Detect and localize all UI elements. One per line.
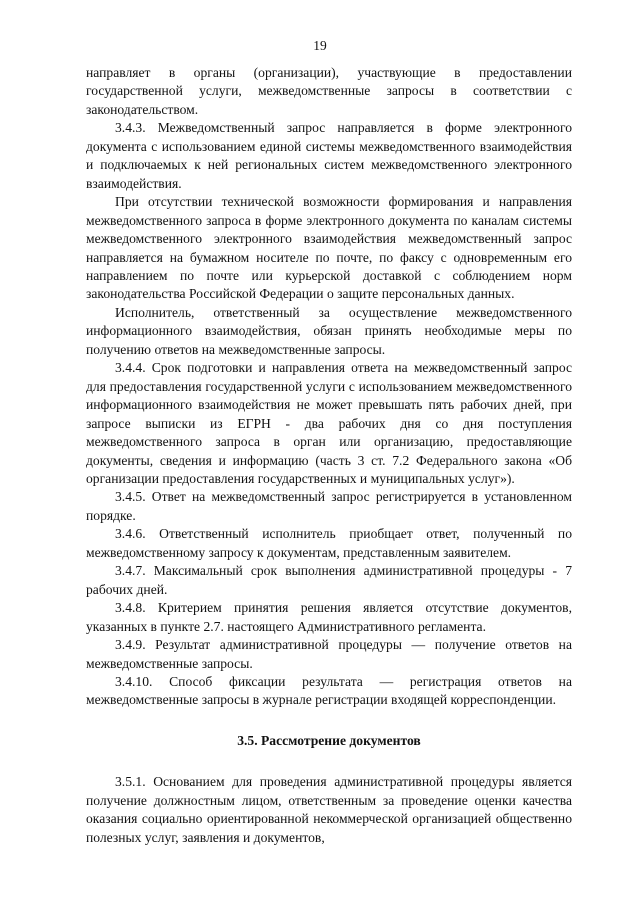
paragraph-3-5-1: 3.5.1. Основанием для проведения административной процедуры является получение должностным лицом, ответственным за проведение оценки качества оказания социально ориентированной некоммерческой организацией общественно полезных услуг, заявления и документов,	[86, 774, 572, 845]
paragraph-no-technical-capability: При отсутствии технической возможности формирования и направления межведомственного запроса в форме электронного документа по каналам системы межведомственного электронного взаимодействия межведомственный запрос направляется на бумажном носителе по почте, по факсу с одновременным его направлением по почте или курьерской доставкой с соблюдением норм законодательства Российской Федерации о защите персональных данных.	[86, 194, 572, 302]
paragraph-3-4-4: 3.4.4. Срок подготовки и направления ответа на межведомственный запрос для предоставления государственной услуги с использованием межведомственного информационного взаимодействия не может превышать пять рабочих дней, при запросе выписки из ЕГРН - два рабочих дня со дня поступления межведомственного запроса в орган или организацию, предоставляющие документы, сведения и информацию (часть 3 ст. 7.2 Федерального закона «Об организации предоставления государственных и муниципальных услуг»).	[86, 360, 572, 486]
paragraph-3-4-9: 3.4.9. Результат административной процедуры — получение ответов на межведомственные запросы.	[86, 637, 572, 671]
page-number: 19	[313, 38, 327, 53]
paragraph-3-4-3: 3.4.3. Межведомственный запрос направляется в форме электронного документа с использованием единой системы межведомственного взаимодействия и подключаемых к ней региональных систем межведомственного электронного взаимодействия.	[86, 120, 572, 191]
paragraph-3-4-5: 3.4.5. Ответ на межведомственный запрос регистрируется в установленном порядке.	[86, 489, 572, 523]
paragraph-3-4-7: 3.4.7. Максимальный срок выполнения административной процедуры - 7 рабочих дней.	[86, 563, 572, 597]
document-body	[86, 64, 572, 847]
section-heading: 3.5. Рассмотрение документов	[237, 732, 421, 748]
paragraph-executor: Исполнитель, ответственный за осуществление межведомственного информационного взаимодействия, обязан принять необходимые меры по получению ответов на межведомственные запросы.	[86, 304, 572, 357]
paragraph-continuation: направляет в органы (организации), участвующие в предоставлении государственной услуги, межведомственные запросы в соответствии с законодательством.	[86, 65, 572, 117]
paragraph-3-4-10: 3.4.10. Способ фиксации результата — регистрация ответов на межведомственные запросы в журнале регистрации входящей корреспонденции.	[86, 673, 572, 708]
paragraph-3-4-8: 3.4.8. Критерием принятия решения является отсутствие документов, указанных в пункте 2.7. настоящего Административного регламента.	[86, 600, 572, 634]
paragraph-3-4-6: 3.4.6. Ответственный исполнитель приобщает ответ, полученный по межведомственному запросу к документам, представленным заявителем.	[86, 526, 572, 560]
